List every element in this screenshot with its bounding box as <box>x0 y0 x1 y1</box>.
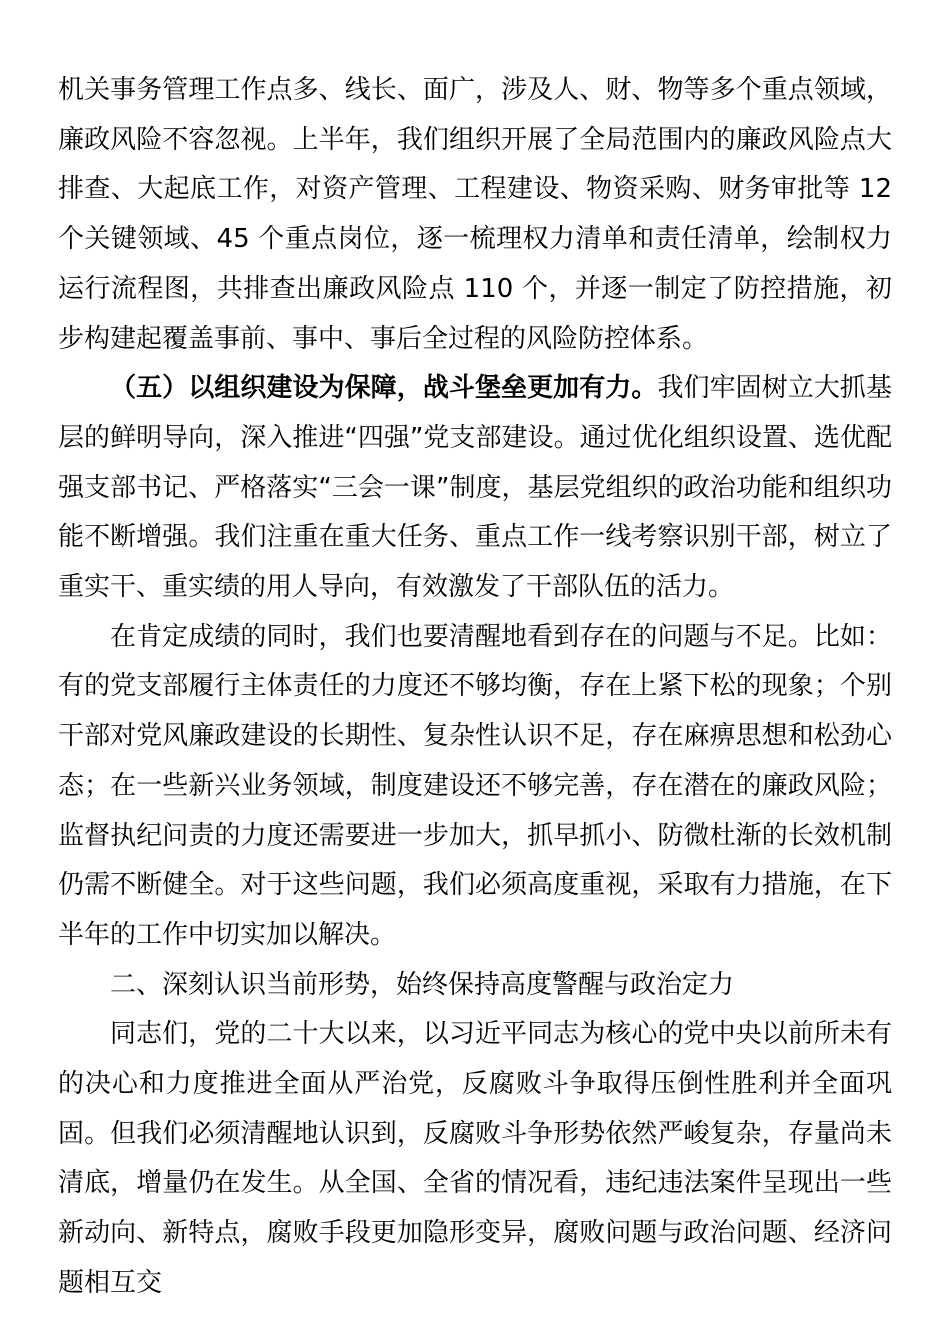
paragraph-text: 在肯定成绩的同时，我们也要清醒地看到存在的问题与不足。比如：有的党支部履行主体责任的力度还不够均衡，存在上紧下松的现象；个别干部对党风廉政建设的长期性、复杂性认识不足，存在麻痹思想和松劲心态；在一些新兴业务领域，制度建设还不够完善，存在潜在的廉政风险；监督执纪问责的力度还需要进一步加大，抓早抓小、防微杜渐的长效机制仍需不断健全。对于这些问题，我们必须高度重视，采取有力措施，在下半年的工作中切实加以解决。 <box>58 621 892 950</box>
paragraph-text: 机关事务管理工作点多、线长、面广，涉及人、财、物等多个重点领域，廉政风险不容忽视。上半年，我们组织开展了全局范围内的廉政风险点大排查、大起底工作，对资产管理、工程建设、物资采购、财务审批等 12 个关键领域、45 个重点岗位，逐一梳理权力清单和责任清单，绘制权力运行流程图，共排查出廉政风险点 110 个，并逐一制定了防控措施，初步构建起覆盖事前、事中、事后全过程的风险防控体系。 <box>58 75 892 354</box>
paragraph-problems <box>58 613 892 961</box>
section-heading-two <box>58 961 892 1011</box>
paragraph-organization-building <box>58 364 892 613</box>
paragraph-risk-prevention <box>58 66 892 364</box>
heading-text: 二、深刻认识当前形势，始终保持高度警醒与政治定力 <box>110 969 735 1000</box>
section-heading-five: （五）以组织建设为保障，战斗堡垒更加有力。 <box>110 373 658 404</box>
paragraph-situation <box>58 1010 892 1308</box>
paragraph-text: 我们牢固树立大抓基层的鲜明导向，深入推进“四强”党支部建设。通过优化组织设置、选优配强支部书记、严格落实“三会一课”制度，基层党组织的政治功能和组织功能不断增强。我们注重在重大任务、重点工作一线考察识别干部，树立了重实干、重实绩的用人导向，有效激发了干部队伍的活力。 <box>58 373 892 603</box>
document-page <box>58 66 892 1309</box>
paragraph-text: 同志们，党的二十大以来，以习近平同志为核心的党中央以前所未有的决心和力度推进全面从严治党，反腐败斗争取得压倒性胜利并全面巩固。但我们必须清醒地认识到，反腐败斗争形势依然严峻复杂，存量尚未清底，增量仍在发生。从全国、全省的情况看，违纪违法案件呈现出一些新动向、新特点，腐败手段更加隐形变异，腐败问题与政治问题、经济问题相互交 <box>58 1019 892 1298</box>
